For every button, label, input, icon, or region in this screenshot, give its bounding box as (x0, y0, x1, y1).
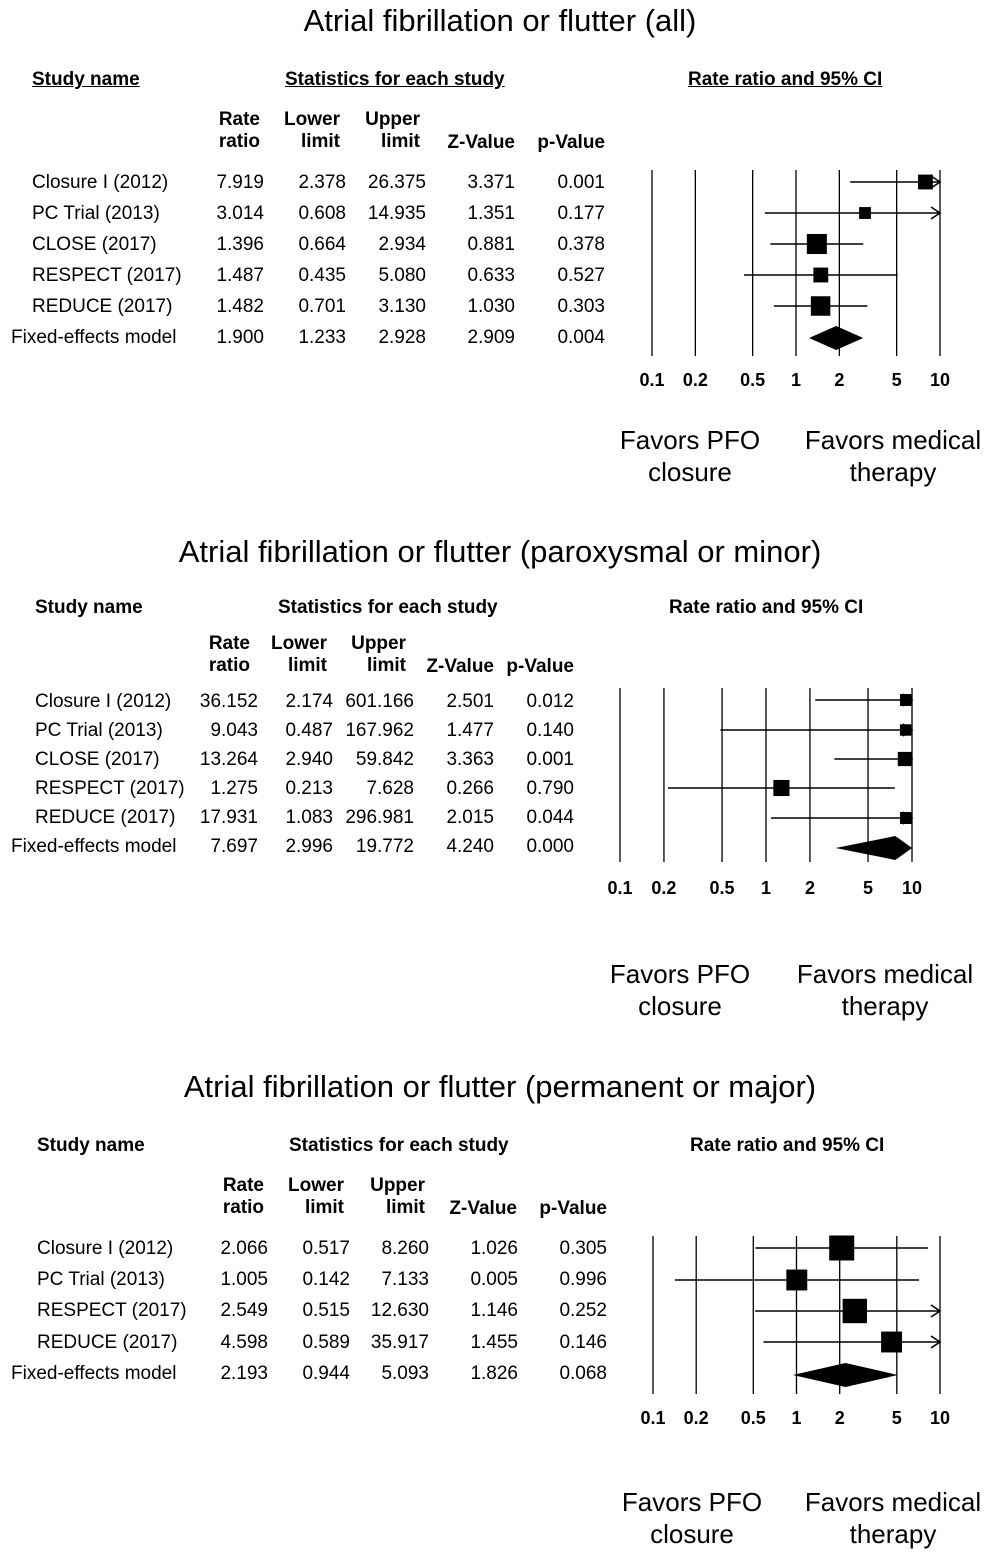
z-value: 4.240 (446, 836, 494, 857)
rate-ratio: 2.549 (220, 1300, 268, 1321)
lower-limit: 0.664 (298, 234, 346, 255)
p-value: 0.068 (559, 1363, 607, 1384)
upper-limit: 601.166 (345, 691, 414, 712)
lower-limit: 0.517 (302, 1238, 350, 1259)
upper-limit: 296.981 (345, 807, 414, 828)
lower-limit: 0.435 (298, 265, 346, 286)
tick-label-0.1: 0.1 (640, 1408, 666, 1428)
p-value: 0.996 (559, 1269, 607, 1290)
z-value: 1.026 (470, 1238, 518, 1259)
lower-limit: 0.142 (302, 1269, 350, 1290)
rate-ratio: 9.043 (210, 720, 258, 741)
col-lower-limit-header: Lower limit (271, 633, 327, 676)
lower-limit: 0.515 (302, 1300, 350, 1321)
col-p-value-header: p-Value (537, 132, 605, 153)
lower-limit: 0.487 (285, 720, 333, 741)
z-value: 0.633 (467, 265, 515, 286)
rate-ratio: 1.487 (216, 265, 264, 286)
panel-title: Atrial fibrillation or flutter (permanent or major) (183, 1069, 817, 1104)
study-name: REDUCE (2017) (32, 296, 173, 317)
upper-limit: 8.260 (381, 1238, 429, 1259)
z-value: 3.371 (467, 172, 515, 193)
statistics-header: Statistics for each study (289, 1135, 509, 1156)
col-upper-limit-header: Upper limit (365, 109, 420, 152)
z-value: 0.005 (470, 1269, 518, 1290)
rate-ratio: 1.900 (216, 327, 264, 348)
study-name: Closure I (2012) (32, 172, 169, 193)
tick-label-10: 10 (929, 370, 951, 390)
favors-pfo-closure-label: Favors PFO closure (621, 1487, 763, 1549)
upper-limit: 167.962 (345, 720, 414, 741)
upper-limit: 7.628 (366, 778, 414, 799)
col-upper-limit-header: Upper limit (351, 633, 406, 676)
tick-label-0.2: 0.2 (651, 878, 677, 898)
favors-medical-therapy-label: Favors medical therapy (796, 959, 974, 1021)
forest-plot (620, 1232, 980, 1432)
z-value: 2.015 (446, 807, 494, 828)
upper-limit: 2.928 (378, 327, 426, 348)
rate-ratio: 1.275 (210, 778, 258, 799)
tick-label-0.5: 0.5 (740, 370, 766, 390)
tick-label-1: 1 (790, 370, 802, 390)
panel-title: Atrial fibrillation or flutter (paroxysmal or minor) (178, 534, 822, 569)
z-value: 1.030 (467, 296, 515, 317)
panel-title: Atrial fibrillation or flutter (all) (303, 3, 697, 38)
p-value: 0.146 (559, 1332, 607, 1353)
tick-label-1: 1 (760, 878, 772, 898)
study-name: Closure I (2012) (37, 1238, 174, 1259)
study-name: Closure I (2012) (35, 691, 172, 712)
rate-ratio: 1.482 (216, 296, 264, 317)
tick-label-5: 5 (891, 1408, 902, 1428)
col-upper-limit-header: Upper limit (370, 1175, 425, 1218)
rate-ratio: 2.066 (220, 1238, 268, 1259)
tick-label-0.2: 0.2 (683, 1408, 709, 1428)
p-value: 0.527 (557, 265, 605, 286)
study-name: RESPECT (2017) (32, 265, 182, 286)
lower-limit: 0.608 (298, 203, 346, 224)
p-value: 0.012 (526, 691, 574, 712)
lower-limit: 2.174 (285, 691, 333, 712)
col-rate-ratio-header: Rate ratio (208, 633, 250, 676)
rate-ratio: 17.931 (199, 807, 258, 828)
rate-ratio: 13.264 (199, 749, 258, 770)
rate-ratio: 36.152 (199, 691, 258, 712)
tick-label-10: 10 (901, 878, 923, 898)
study-name: RESPECT (2017) (37, 1300, 187, 1321)
lower-limit: 0.213 (285, 778, 333, 799)
col-p-value-header: p-Value (506, 656, 574, 677)
upper-limit: 26.375 (367, 172, 426, 193)
rate-ratio: 7.919 (216, 172, 264, 193)
tick-label-0.1: 0.1 (607, 878, 633, 898)
favors-medical-therapy-label: Favors medical therapy (804, 1487, 982, 1549)
p-value: 0.000 (526, 836, 574, 857)
upper-limit: 3.130 (378, 296, 426, 317)
upper-limit: 19.772 (355, 836, 414, 857)
tick-label-2: 2 (834, 370, 845, 390)
tick-label-2: 2 (804, 878, 815, 898)
tick-label-10: 10 (929, 1408, 951, 1428)
effect-square (829, 1236, 854, 1261)
p-value: 0.303 (557, 296, 605, 317)
rate-ratio: 3.014 (216, 203, 264, 224)
upper-limit: 12.630 (370, 1300, 429, 1321)
lower-limit: 1.083 (285, 807, 333, 828)
p-value: 0.378 (557, 234, 605, 255)
tick-label-5: 5 (891, 370, 902, 390)
p-value: 0.252 (559, 1300, 607, 1321)
upper-limit: 35.917 (370, 1332, 429, 1353)
col-rate-ratio-header: Rate ratio (218, 109, 260, 152)
z-value: 3.363 (446, 749, 494, 770)
z-value: 2.909 (467, 327, 515, 348)
study-name: REDUCE (2017) (35, 807, 176, 828)
upper-limit: 59.842 (355, 749, 414, 770)
tick-label-0.5: 0.5 (740, 1408, 766, 1428)
effect-square (843, 1299, 867, 1323)
favors-pfo-closure-label: Favors PFO closure (619, 425, 761, 487)
p-value: 0.790 (526, 778, 574, 799)
p-value: 0.001 (526, 749, 574, 770)
tick-label-2: 2 (834, 1408, 845, 1428)
lower-limit: 0.701 (298, 296, 346, 317)
z-value: 0.881 (467, 234, 515, 255)
study-name: Fixed-effects model (11, 1363, 177, 1384)
col-rate-ratio-header: Rate ratio (222, 1175, 264, 1218)
p-value: 0.177 (557, 203, 605, 224)
p-value: 0.004 (557, 327, 605, 348)
z-value: 1.477 (446, 720, 494, 741)
tick-label-0.1: 0.1 (639, 370, 665, 390)
z-value: 1.351 (467, 203, 515, 224)
lower-limit: 2.996 (285, 836, 333, 857)
col-z-value-header: Z-Value (449, 1198, 517, 1219)
p-value: 0.001 (557, 172, 605, 193)
rate-ratio-ci-header: Rate ratio and 95% CI (690, 1135, 885, 1156)
z-value: 1.455 (470, 1332, 518, 1353)
favors-medical-therapy-label: Favors medical therapy (804, 425, 982, 487)
study-name: REDUCE (2017) (37, 1332, 178, 1353)
study-name-header: Study name (32, 69, 140, 90)
study-name: PC Trial (2013) (35, 720, 163, 741)
study-name: RESPECT (2017) (35, 778, 185, 799)
p-value: 0.305 (559, 1238, 607, 1259)
lower-limit: 0.589 (302, 1332, 350, 1353)
study-name: PC Trial (2013) (32, 203, 160, 224)
p-value: 0.140 (526, 720, 574, 741)
col-p-value-header: p-Value (539, 1198, 607, 1219)
rate-ratio: 7.697 (210, 836, 258, 857)
col-lower-limit-header: Lower limit (288, 1175, 344, 1218)
study-name: Fixed-effects model (11, 327, 177, 348)
lower-limit: 1.233 (298, 327, 346, 348)
upper-limit: 14.935 (367, 203, 426, 224)
rate-ratio: 4.598 (220, 1332, 268, 1353)
study-name: PC Trial (2013) (37, 1269, 165, 1290)
p-value: 0.044 (526, 807, 574, 828)
effect-square (881, 1332, 902, 1353)
lower-limit: 0.944 (302, 1363, 350, 1384)
study-name: CLOSE (2017) (32, 234, 157, 255)
pooled-diamond (793, 1363, 898, 1387)
statistics-header: Statistics for each study (278, 597, 498, 618)
rate-ratio-ci-header: Rate ratio and 95% CI (669, 597, 864, 618)
upper-limit: 7.133 (381, 1269, 429, 1290)
tick-label-5: 5 (863, 878, 874, 898)
favors-pfo-closure-label: Favors PFO closure (609, 959, 751, 1021)
study-name-header: Study name (37, 1135, 145, 1156)
upper-limit: 2.934 (378, 234, 426, 255)
z-value: 1.146 (470, 1300, 518, 1321)
z-value: 1.826 (470, 1363, 518, 1384)
effect-square (786, 1270, 807, 1291)
lower-limit: 2.378 (298, 172, 346, 193)
tick-label-0.5: 0.5 (709, 878, 735, 898)
rate-ratio-ci-header: Rate ratio and 95% CI (688, 69, 883, 90)
upper-limit: 5.080 (378, 265, 426, 286)
col-z-value-header: Z-Value (447, 132, 515, 153)
col-z-value-header: Z-Value (426, 656, 494, 677)
tick-label-0.2: 0.2 (682, 370, 708, 390)
z-value: 0.266 (446, 778, 494, 799)
z-value: 2.501 (446, 691, 494, 712)
rate-ratio: 1.005 (220, 1269, 268, 1290)
rate-ratio: 2.193 (220, 1363, 268, 1384)
col-lower-limit-header: Lower limit (284, 109, 340, 152)
study-name: Fixed-effects model (11, 836, 177, 857)
upper-limit: 5.093 (381, 1363, 429, 1384)
lower-limit: 2.940 (285, 749, 333, 770)
study-name-header: Study name (35, 597, 143, 618)
study-name: CLOSE (2017) (35, 749, 160, 770)
rate-ratio: 1.396 (216, 234, 264, 255)
tick-label-1: 1 (791, 1408, 802, 1428)
statistics-header: Statistics for each study (285, 69, 505, 90)
